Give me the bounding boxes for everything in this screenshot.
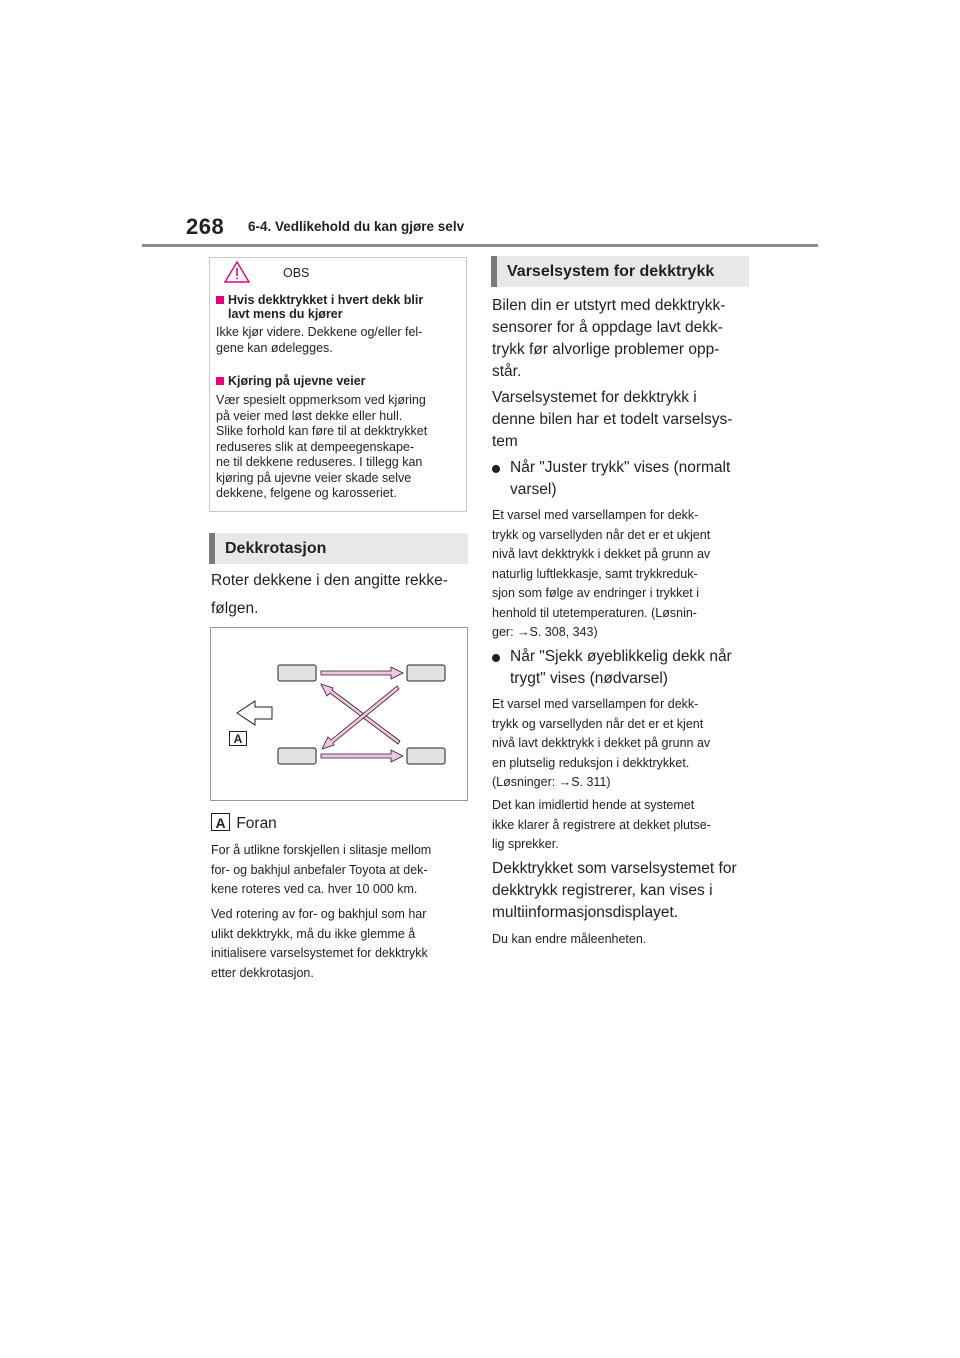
unit-note: Du kan endre måleenheten.	[492, 932, 647, 946]
caution-item-text: Ikke kjør videre. Dekkene og/eller fel- gene kan ødelegges.	[216, 325, 423, 355]
caution-item-title: Kjøring på ujevne veier	[216, 374, 366, 388]
caution-label: OBS	[283, 266, 310, 280]
section-title: 6-4. Vedlikehold du kan gjøre selv	[248, 219, 465, 234]
front-direction-arrow-icon	[237, 701, 272, 725]
bullet-normal-warning: Når "Juster trykk" vises (normalt varsel)	[492, 457, 730, 501]
header-divider	[142, 244, 818, 247]
tpms-intro: Bilen din er utstyrt med dekktrykk- sensorer for å oppdage lavt dekk- trykk før alvorlige problemer opp- står.	[492, 297, 726, 380]
tire-rear-left	[278, 748, 316, 764]
diagram-label-a: A	[229, 731, 247, 746]
caution-item-text: Vær spesielt oppmerksom ved kjøring på veier med løst dekke eller hull. Slike forhold kan føre til at dekktrykket reduseres slik at dempeegenskape- ne til dekkene reduseres. I tillegg kan kjøring på ujevne veier skade selve dekkene, felgene og karosseriet.	[216, 393, 428, 500]
rotation-para-1: For å utlikne forskjellen i slitasje mellom for- og bakhjul anbefaler Toyota at dek- kene roteres ved ca. hver 10 000 km.	[211, 843, 432, 896]
page-number: 268	[186, 214, 225, 239]
tire-rear-right	[407, 748, 445, 764]
detection-note: Det kan imidlertid hende at systemet ikke klarer å registrere at dekket plutse- lig sprekker.	[492, 798, 711, 851]
section-heading: Dekkrotasjon	[209, 533, 468, 564]
rotation-intro: Roter dekkene i den angitte rekke- følgen.	[211, 572, 448, 617]
section-heading: Varselsystem for dekktrykk	[491, 256, 749, 287]
display-info: Dekktrykket som varselsystemet for dekktrykk registrerer, kan vises i multiinformasjonsdisplayet.	[492, 860, 737, 921]
arrow-rear	[321, 750, 403, 762]
caution-item-title: Hvis dekktrykket i hvert dekk blir lavt mens du kjører	[216, 293, 423, 321]
square-bullet-icon	[216, 296, 224, 304]
caution-box	[209, 257, 467, 512]
bullet-emergency-text: Et varsel med varsellampen for dekk- trykk og varsellyden når det er et kjent nivå lavt dekktrykk i dekket på grunn av en plutselig reduksjon i dekktrykket. (Løsninger: →S. 311)	[492, 697, 711, 789]
tire-rotation-diagram	[210, 627, 468, 801]
bullet-dot-icon	[492, 654, 500, 662]
bullet-dot-icon	[492, 465, 500, 473]
tire-front-right	[407, 665, 445, 681]
rotation-para-2: Ved rotering av for- og bakhjul som har ulikt dekktrykk, må du ikke glemme å initialisere varselsystemet for dekktrykk etter dekkrotasjon.	[211, 907, 428, 980]
bullet-emergency-warning: Når "Sjekk øyeblikkelig dekk når trygt" vises (nødvarsel)	[492, 646, 732, 690]
legend	[211, 813, 277, 833]
legend-letter: A	[211, 813, 230, 831]
tire-front-left	[278, 665, 316, 681]
arrow-front	[321, 667, 403, 679]
bullet-normal-text: Et varsel med varsellampen for dekk- trykk og varsellyden når det er et ukjent nivå lavt dekktrykk i dekket på grunn av naturlig luftlekkasje, samt trykkreduk- sjon som følge av endringer i trykket i henhold til utetemperaturen. (Løsnin- ger: →S. 308, 343)	[492, 508, 711, 639]
square-bullet-icon	[216, 377, 224, 385]
legend-text: Foran	[236, 815, 277, 832]
warning-triangle-icon	[224, 261, 250, 288]
tpms-intro-2: Varselsystemet for dekktrykk i denne bilen har et todelt varselsys- tem	[492, 389, 733, 450]
